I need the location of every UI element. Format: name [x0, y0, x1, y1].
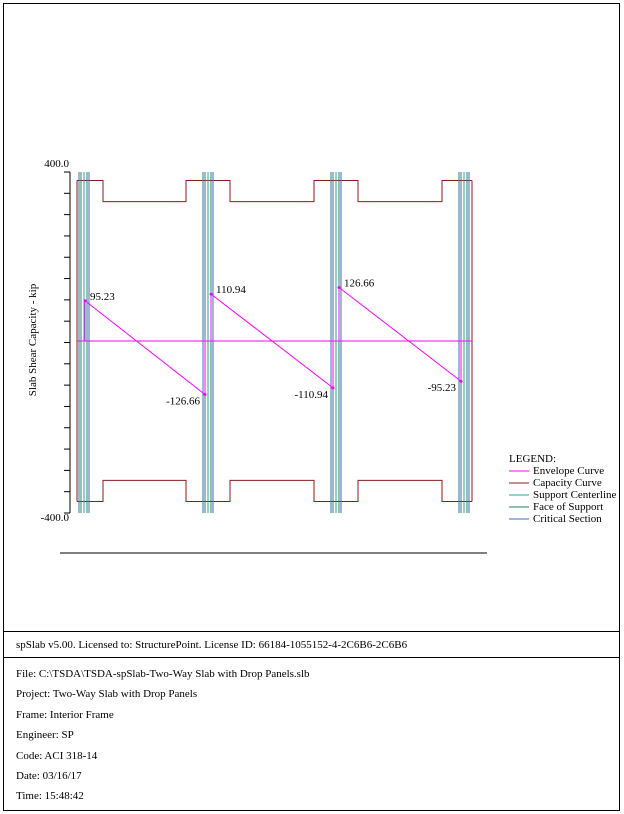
envelope-start-label: 95.23 [90, 290, 115, 303]
legend-item-face: Face of Support [533, 501, 604, 513]
capacity-curve-top [77, 180, 472, 201]
capacity-curve-bottom [77, 480, 472, 501]
license-bar [3, 631, 620, 658]
envelope-point-start [338, 286, 341, 289]
legend-title: LEGEND: [509, 453, 557, 465]
y-axis-label: Slab Shear Capacity - kip [27, 283, 39, 397]
envelope-end-label: -126.66 [166, 395, 200, 408]
envelope-point-end [204, 393, 207, 396]
envelope-end-label: -110.94 [294, 388, 328, 401]
legend-item-critical: Critical Section [533, 513, 602, 525]
envelope-span-line [339, 287, 461, 381]
info-code: Code: ACI 318-14 [16, 749, 98, 762]
info-date: Date: 03/16/17 [16, 769, 82, 782]
envelope-point-start [210, 293, 213, 296]
project-info [16, 667, 310, 810]
envelope-point-end [460, 380, 463, 383]
envelope-point-start [84, 299, 87, 302]
legend-item-envelope: Envelope Curve [533, 465, 605, 477]
info-file: File: C:\TSDA\TSDA-spSlab-Two-Way Slab with Drop Panels.slb [16, 668, 310, 680]
legend-item-capacity: Capacity Curve [533, 477, 602, 489]
legend-item-centerline: Support Centerline [533, 489, 617, 501]
envelope-end-label: -95.23 [427, 382, 456, 395]
envelope-start-label: 110.94 [216, 284, 246, 297]
envelope-span-line [85, 301, 205, 395]
y-tick-label-bottom: -400.0 [40, 512, 69, 524]
legend [509, 453, 617, 525]
info-frame: Frame: Interior Frame [16, 708, 114, 721]
info-engineer: Engineer: SP [16, 729, 74, 742]
envelope-point-end [332, 386, 335, 389]
license-text: spSlab v5.00. Licensed to: StructurePoint. License ID: 66184-1055152-4-2C6B6-2C6B6 [16, 639, 408, 651]
y-tick-label-top: 400.0 [44, 158, 69, 170]
envelope-start-label: 126.66 [344, 277, 375, 290]
info-project: Project: Two-Way Slab with Drop Panels [16, 688, 198, 701]
info-time: Time: 15:48:42 [16, 790, 84, 803]
